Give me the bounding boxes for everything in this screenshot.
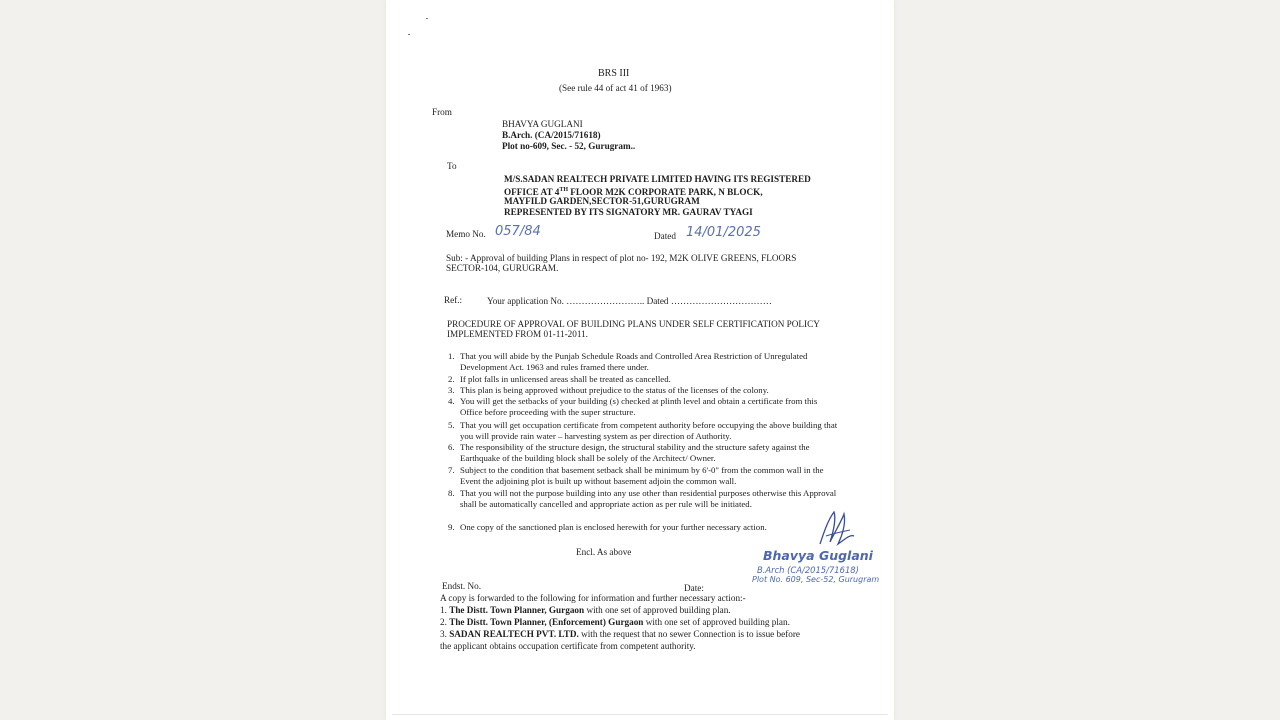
from-name: BHAVYA GUGLANI xyxy=(502,119,583,129)
to-line-1: M/S.SADAN REALTECH PRIVATE LIMITED HAVING ITS REGISTERED xyxy=(504,174,811,184)
condition-item: 1. That you will abide by the Punjab Schedule Roads and Controlled Area Restriction of Unregulated Development Act. 1963 and rules framed there under. xyxy=(448,351,808,372)
to-line-3: MAYFILD GARDEN,SECTOR-51,GURUGRAM xyxy=(504,196,700,206)
condition-item: 8. That you will not the purpose building into any use other than residential purposes otherwise this Approval shall be automatically cancelled and appropriate action as per rule will be initiated. xyxy=(448,488,837,509)
procedure-line-2: IMPLEMENTED FROM 01-11-2011. xyxy=(447,329,588,339)
condition-item: 7. Subject to the condition that basement setback shall be minimum by 6'-0" from the common wall in the Event the adjoining plot is built up without basement adjoin the common wall. xyxy=(448,465,824,486)
stamp-name: Bhavya Guglani xyxy=(763,548,873,563)
procedure-line-1: PROCEDURE OF APPROVAL OF BUILDING PLANS UNDER SELF CERTIFICATION POLICY xyxy=(447,319,820,329)
to-line-4: REPRESENTED BY ITS SIGNATORY MR. GAURAV TYAGI xyxy=(504,207,753,217)
memo-date: 14/01/2025 xyxy=(686,225,761,240)
stamp-address: Plot No. 609, Sec-52, Gurugram xyxy=(752,575,880,584)
from-qualification: B.Arch. (CA/2015/71618) xyxy=(502,130,601,140)
condition-item: 5. That you will get occupation certificate from competent authority before occupying the above building that you will provide rain water – harvesting system as per direction of Authority. xyxy=(448,420,838,441)
stamp-registration: B.Arch (CA/2015/71618) xyxy=(757,565,859,575)
endorsement-last-line: the applicant obtains occupation certificate from competent authority. xyxy=(440,641,696,651)
endorsement-item: 3. SADAN REALTECH PVT. LTD. with the request that no sewer Connection is to issue before xyxy=(440,629,800,639)
dated-label: Dated xyxy=(654,231,676,241)
document-page xyxy=(386,0,894,720)
page-bottom-edge xyxy=(392,714,888,715)
endorsement-item: 1. The Distt. Town Planner, Gurgaon with one set of approved building plan. xyxy=(440,605,731,615)
condition-item: 9. One copy of the sanctioned plan is enclosed herewith for your further necessary action. xyxy=(448,522,767,532)
endst-date-label: Date: xyxy=(684,583,704,593)
scan-speck xyxy=(408,34,410,35)
ref-text: Your application No. …………………….. Dated …………………………… xyxy=(487,296,772,306)
scan-speck xyxy=(426,18,428,19)
endst-label: Endst. No. xyxy=(442,581,482,591)
subject-line-2: SECTOR-104, GURUGRAM. xyxy=(446,263,559,273)
ref-label: Ref.: xyxy=(444,295,463,305)
from-label: From xyxy=(432,107,452,117)
enclosure-note: Encl. As above xyxy=(576,547,632,557)
condition-item: 4. You will get the setbacks of your building (s) checked at plinth level and obtain a certificate from this Office before proceeding with the super structure. xyxy=(448,396,818,417)
memo-number: 057/84 xyxy=(495,224,541,239)
form-title: BRS III xyxy=(598,68,630,79)
condition-item: 2. If plot falls in unlicensed areas shall be treated as cancelled. xyxy=(448,374,671,384)
subject-line-1: Sub: - Approval of building Plans in respect of plot no- 192, M2K OLIVE GREENS, FLOORS xyxy=(446,253,797,263)
to-line-2: OFFICE AT 4TH FLOOR M2K CORPORATE PARK, N BLOCK, xyxy=(504,187,763,198)
signature-icon xyxy=(814,506,858,550)
condition-item: 3. This plan is being approved without prejudice to the status of the licenses of the colony. xyxy=(448,385,769,395)
form-subtitle: (See rule 44 of act 41 of 1963) xyxy=(559,83,672,93)
to-label: To xyxy=(447,161,457,171)
from-address: Plot no-609, Sec. - 52, Gurugram.. xyxy=(502,141,636,151)
memo-label: Memo No. xyxy=(446,229,486,239)
endorsement-intro: A copy is forwarded to the following for information and further necessary action:- xyxy=(440,593,746,603)
condition-item: 6. The responsibility of the structure design, the structural stability and the structure safety against the Earthquake of the building block shall be solely of the Architect/ Owner. xyxy=(448,442,810,463)
endorsement-item: 2. The Distt. Town Planner, (Enforcement) Gurgaon with one set of approved building plan. xyxy=(440,617,790,627)
